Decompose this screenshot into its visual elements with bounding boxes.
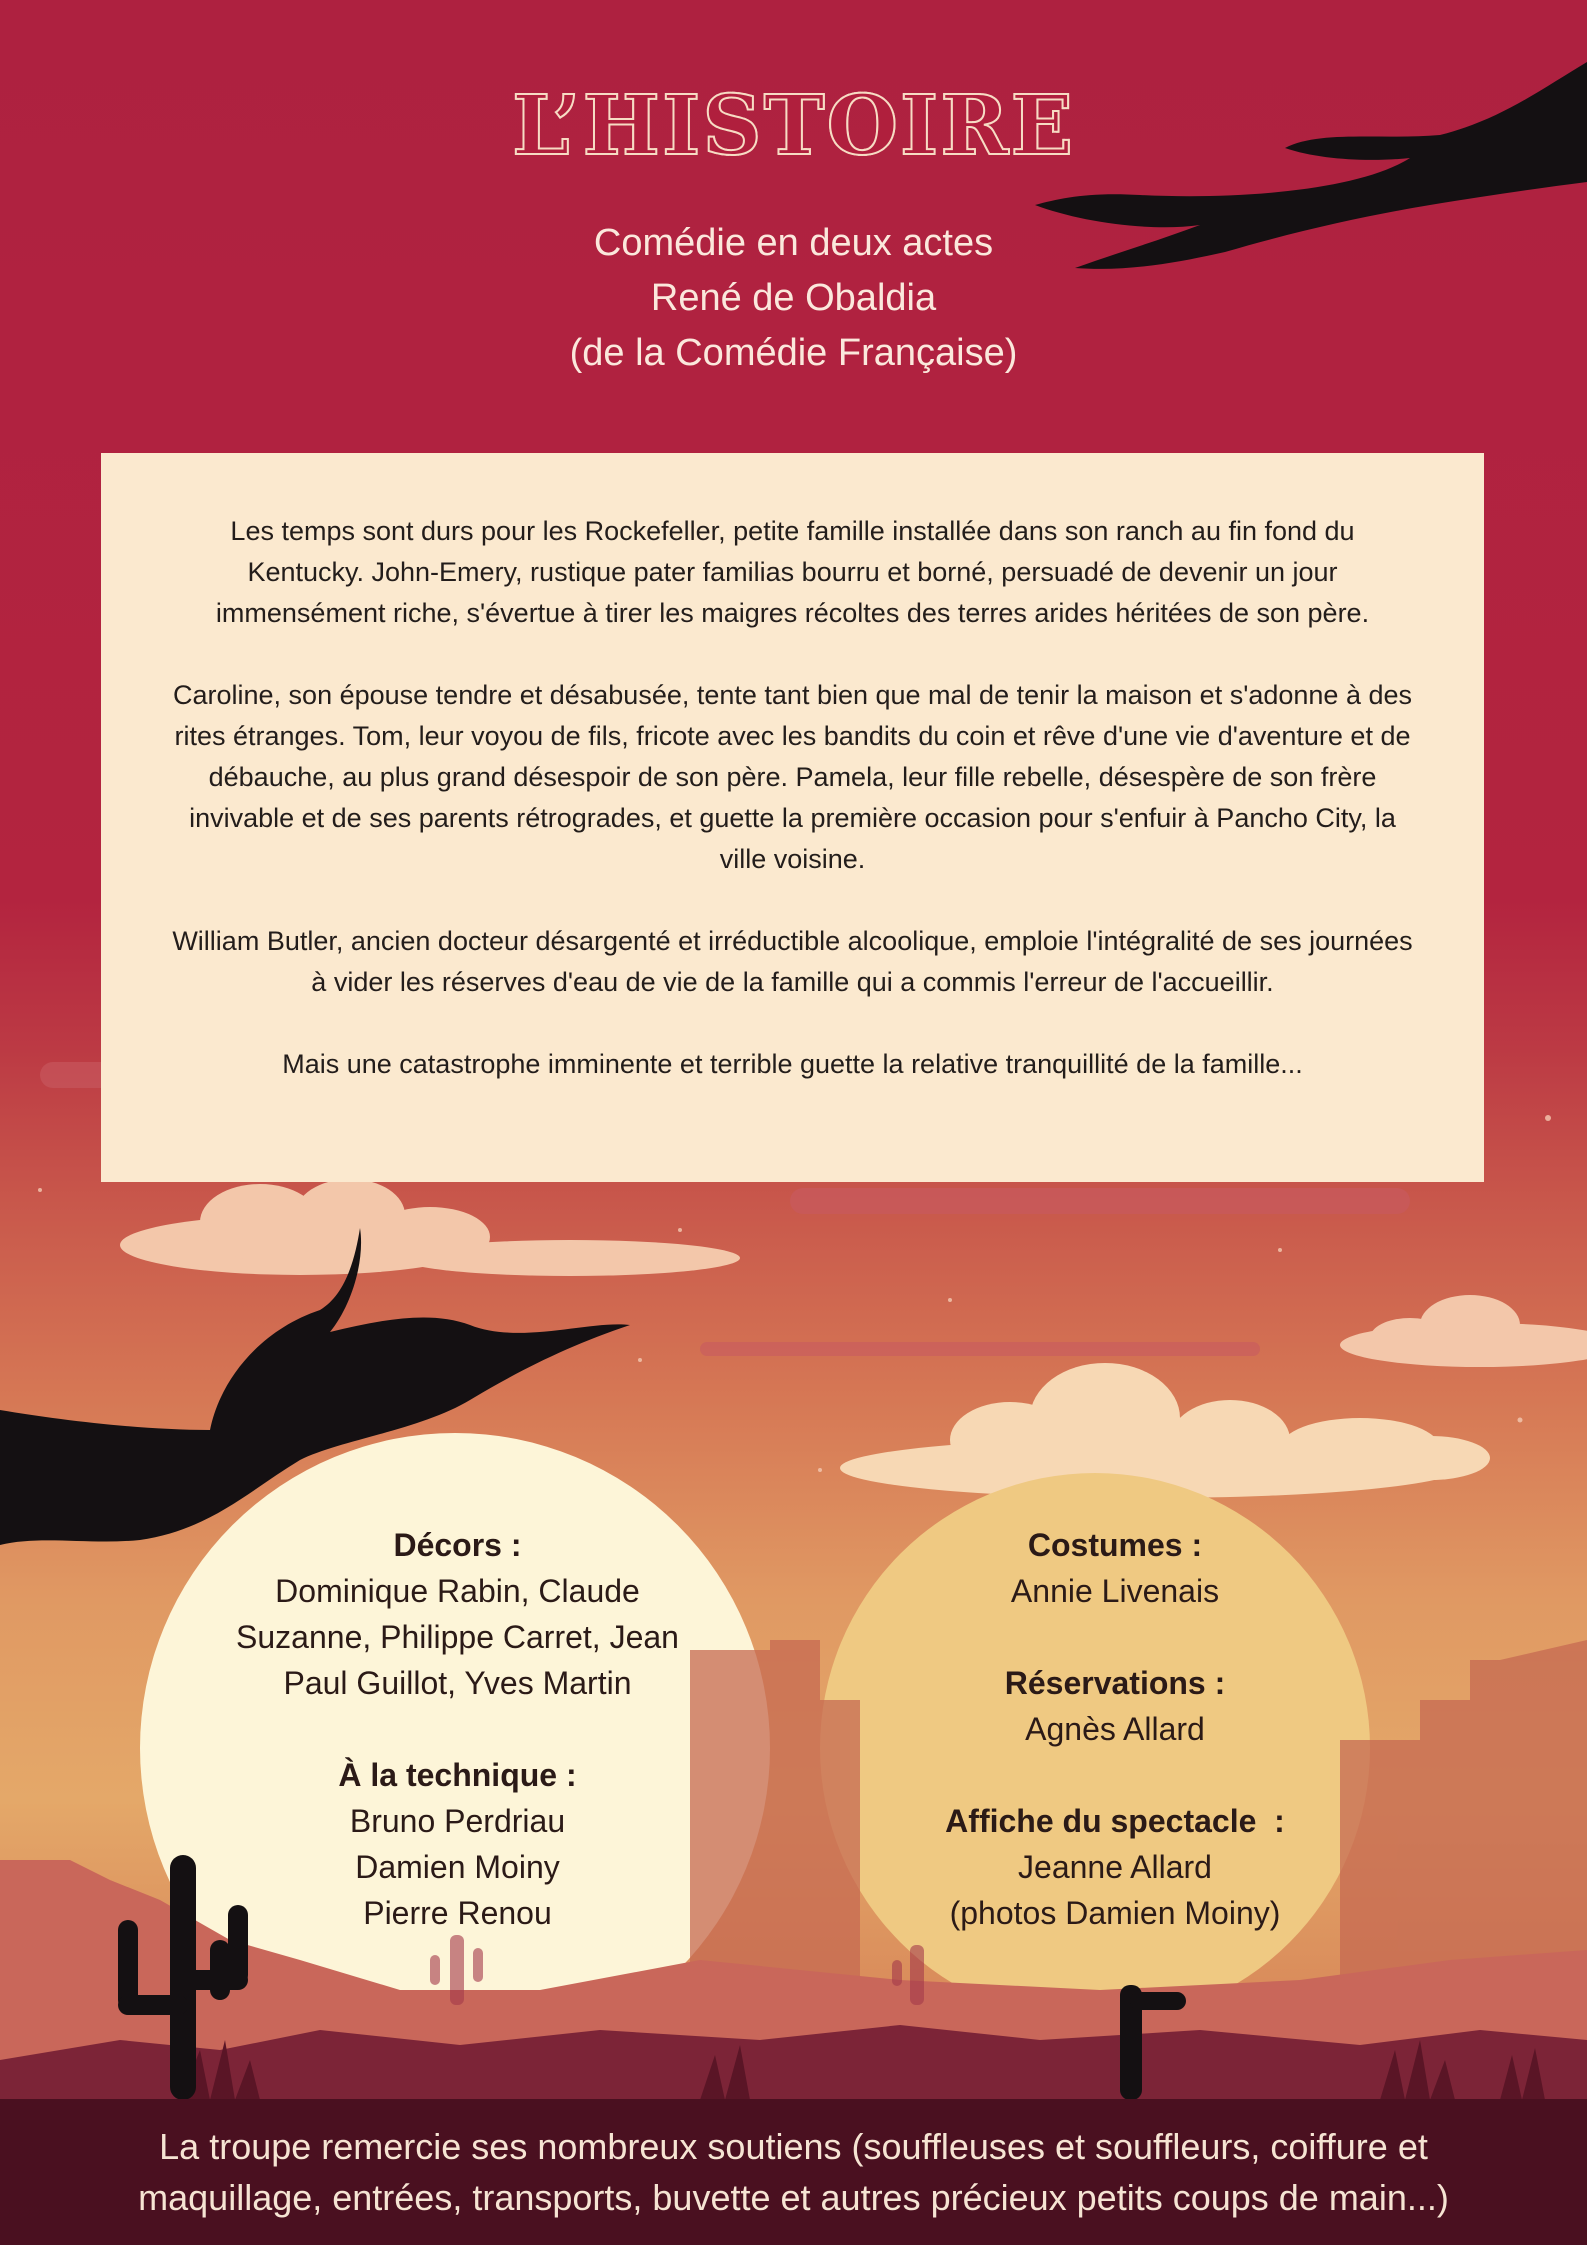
sun-cloud xyxy=(840,1363,1490,1498)
credits-right xyxy=(885,1522,1345,1936)
footer-line: maquillage, entrées, transports, buvette et autres précieux petits coups de main...) xyxy=(138,2177,1449,2218)
costumes-name: Annie Livenais xyxy=(1010,1573,1220,1609)
subtitle-genre: Comédie en deux actes xyxy=(593,222,994,264)
decors-name: Paul Guillot, Yves Martin xyxy=(283,1665,632,1701)
subtitle-author: René de Obaldia xyxy=(650,277,937,319)
technique-heading: À la technique : xyxy=(338,1757,577,1793)
story-paragraph: Caroline, son épouse tendre et désabusée, tente tant bien que mal de tenir la maison et s'adonne à des rites étranges. Tom, leur voyou de fils, fricote avec les bandits du coin et rêve d'une vie d'aventure et de débauche, au plus grand désespoir de son père. Pamela, leur fille rebelle, désespère de son frère invivable et de ses parents rétrogrades, et guette la première occasion pour s'enfuir à Pancho City, la ville voisine. xyxy=(173,680,1412,874)
story-paragraph: Les temps sont durs pour les Rockefeller, petite famille installée dans son ranch au fin fond du Kentucky. John-Emery, rustique pater familias bourru et borné, persuadé de devenir un jour immensément riche, s'évertue à tirer les maigres récoltes des terres arides héritées de son père. xyxy=(215,516,1370,628)
affiche-note: (photos Damien Moiny) xyxy=(949,1895,1281,1931)
affiche-heading: Affiche du spectacle : xyxy=(945,1803,1285,1839)
technique-name: Damien Moiny xyxy=(355,1849,560,1885)
decors-name: Suzanne, Philippe Carret, Jean xyxy=(236,1619,679,1655)
subtitle-block xyxy=(0,216,1587,381)
footer-line: La troupe remercie ses nombreux soutiens (souffleuses et souffleurs, coiffure et xyxy=(159,2126,1428,2167)
story-paragraph: Mais une catastrophe imminente et terrible guette la relative tranquillité de la famille... xyxy=(282,1049,1303,1079)
credits-left xyxy=(205,1522,710,1936)
reservations-heading: Réservations : xyxy=(1004,1665,1226,1701)
story-card xyxy=(101,453,1484,1182)
page-title: L’HISTOIRE xyxy=(0,78,1587,174)
footer-thanks xyxy=(0,2099,1587,2245)
story-paragraph: William Butler, ancien docteur désargenté et irréductible alcoolique, emploie l'intégralité de ses journées à vider les réserves d'eau de vie de la famille qui a commis l'erreur de l'accueillir. xyxy=(172,926,1413,997)
subtitle-origin: (de la Comédie Française) xyxy=(569,332,1018,374)
technique-name: Pierre Renou xyxy=(363,1895,552,1931)
decors-name: Dominique Rabin, Claude xyxy=(275,1573,640,1609)
technique-name: Bruno Perdriau xyxy=(349,1803,566,1839)
decors-heading: Décors : xyxy=(393,1527,522,1563)
reservations-name: Agnès Allard xyxy=(1025,1711,1205,1747)
affiche-name: Jeanne Allard xyxy=(1018,1849,1212,1885)
costumes-heading: Costumes : xyxy=(1027,1527,1203,1563)
